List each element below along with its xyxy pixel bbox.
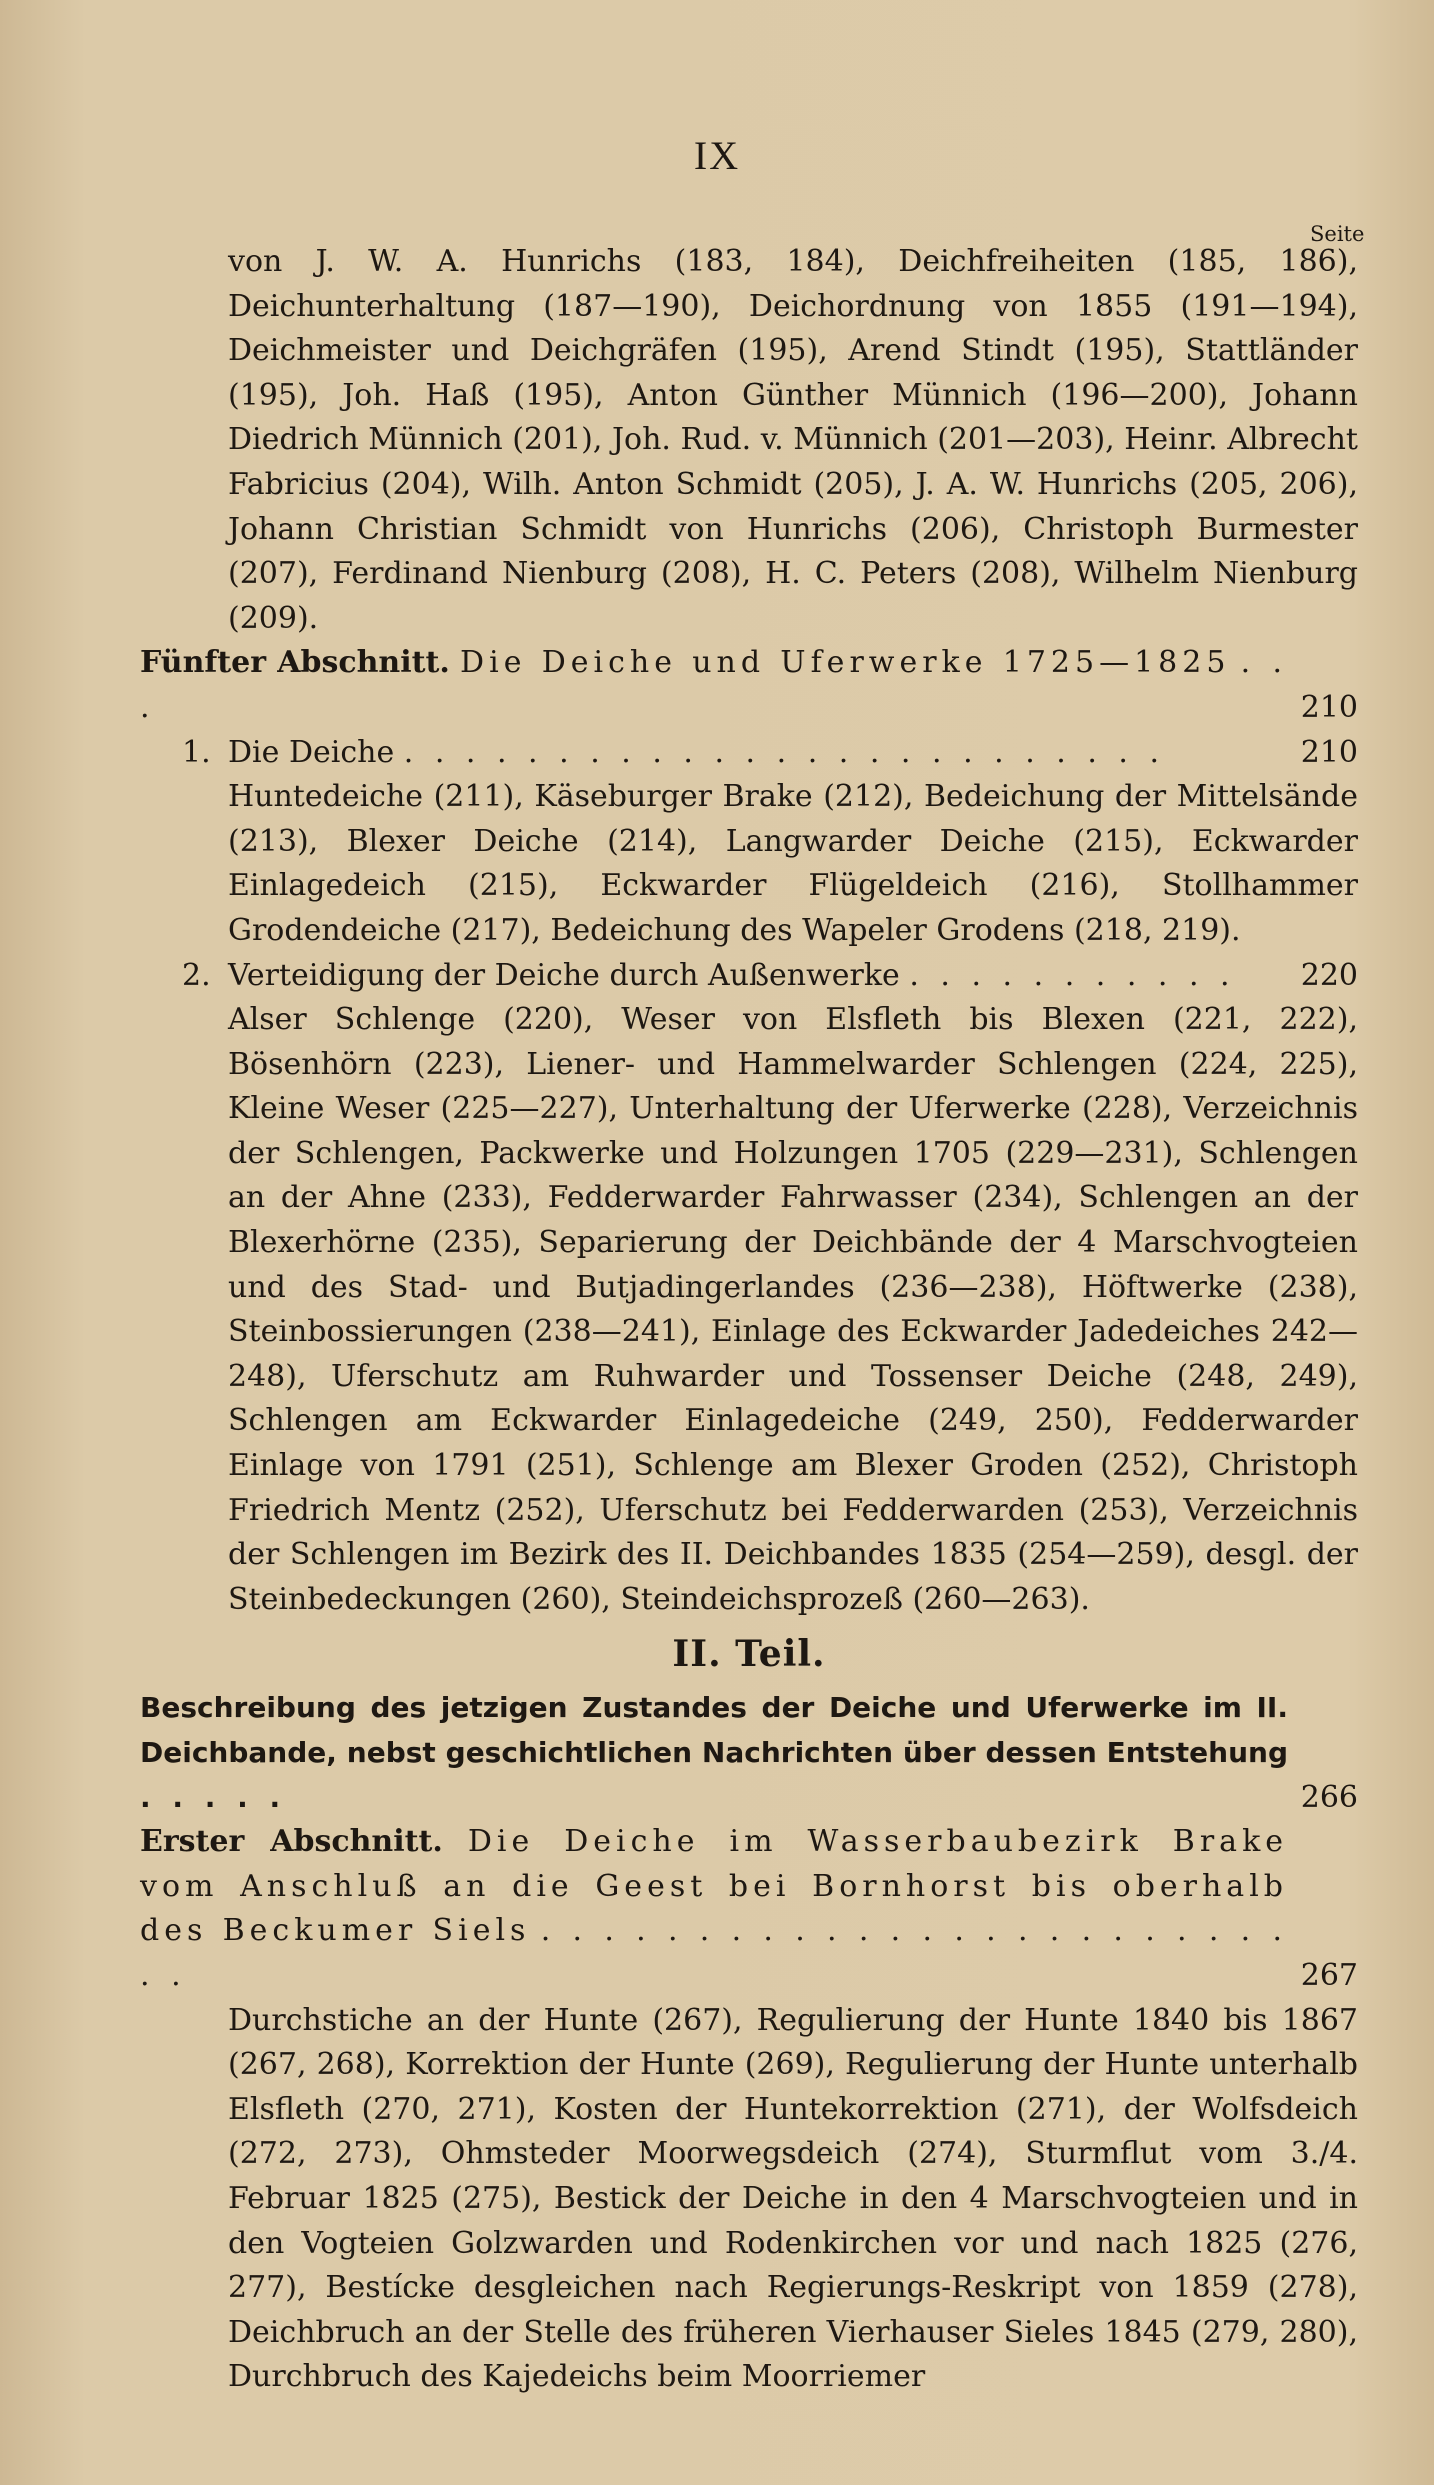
- toc-entry-2: [140, 954, 1358, 999]
- toc-entry-1: [140, 731, 1358, 776]
- entry-title: Die Deiche: [228, 734, 395, 770]
- section-erster-body: Durchstiche an der Hunte (267), Regulierung der Hunte 1840 bis 1867 (267, 268), Korrektion der Hunte (269), Regulierung der Hunte unterhalb Elsfleth (270, 271), Kosten der Huntekorrektion (271), der Wolfsdeich (272, 273), Ohmsteder Moorwegsdeich (274), Sturmflut vom 3./4. Februar 1825 (275), Bestick der Deiche in den 4 Marschvogteien und in den Vogteien Golzwarden und Rodenkirchen vor und nach 1825 (276, 277), Bestícke desgleichen nach Regierungs-Reskript von 1859 (278), Deichbruch an der Stelle des früheren Vierhauser Sieles 1845 (279, 280), Durchbruch des Kajedeichs beim Moorriemer: [228, 2002, 1358, 2395]
- page-ref: 210: [1300, 689, 1358, 725]
- section-erster-abschnitt: [140, 1820, 1358, 1998]
- entry-2-body: Alser Schlenge (220), Weser von Elsfleth bis Blexen (221, 222), Bösenhörn (223), Liener- und Hammelwarder Schlengen (224, 225), Kleine Weser (225—227), Unterhaltung der Uferwerke (228), Verzeichnis der Schlengen, Packwerke und Holzungen 1705 (229—231), Schlengen an der Ahne (233), Fedderwarder Fahrwasser (234), Schlengen an der Blexerhörne (235), Separierung der Deichbände der 4 Marschvogteien und des Stad- und Butjadingerlandes (236—238), Höftwerke (238), Steinbossierungen (238—241), Einlage des Eckwarder Jadedeiches 242—248), Uferschutz am Ruhwarder und Tossenser Deiche (248, 249), Schlengen am Eckwarder Einlagedeiche (249, 250), Fedderwarder Einlage von 1791 (251), Schlenge am Blexer Groden (252), Christoph Friedrich Mentz (252), Uferschutz bei Fedderwarden (253), Verzeichnis der Schlengen im Bezirk des II. Deichbandes 1835 (254—259), desgl. der Steinbedeckungen (260), Steindeichsprozeß (260—263).: [228, 1002, 1358, 1617]
- leader-dots: . . . . . . . . . . . . . . . . . . . . . . . . . .: [140, 1913, 1288, 1993]
- leader-dots: . . . . . . . . . . . . . . . . . . . . . . . . .: [403, 734, 1166, 770]
- table-of-contents: [140, 240, 1358, 2400]
- section-fuenfter-abschnitt: [140, 641, 1358, 730]
- part-entry: [140, 1686, 1358, 1820]
- part-heading: II. Teil.: [672, 1633, 826, 1676]
- page-ref: 210: [1300, 734, 1358, 770]
- entry-1-body: Huntedeiche (211), Käseburger Brake (212), Bedeichung der Mittelsände (213), Blexer Deiche (214), Langwarder Deiche (215), Eckwarder Einlagedeich (215), Eckwarder Flügeldeich (216), Stollhammer Grodendeiche (217), Bedeichung des Wapeler Grodens (218, 219).: [228, 779, 1358, 948]
- page-ref: 266: [1300, 1779, 1358, 1815]
- seite-column-label: Seite: [1310, 222, 1365, 246]
- leader-dots: . . .: [140, 645, 1288, 725]
- entry-number: 1.: [182, 734, 211, 770]
- entry-title: Verteidigung der Deiche durch Außenwerke: [228, 957, 900, 993]
- page-number: IX: [693, 133, 741, 178]
- section-title: Die Deiche im Wasserbaubezirk Brake vom Anschluß an die Geest bei Bornhorst bis oberhalb des Beckumer Siels: [140, 1824, 1289, 1949]
- leader-dots: . . . . .: [140, 1780, 287, 1814]
- section-heading: Fünfter Abschnitt.: [140, 645, 450, 681]
- part-entry-title: Beschreibung des jetzigen Zustandes der Deiche und Uferwerke im II. Deichbande, nebst geschichtlichen Nachrichten über dessen Entstehung: [140, 1691, 1288, 1769]
- page-ref: 220: [1300, 957, 1358, 993]
- leader-dots: . . . . . . . . . . .: [909, 957, 1236, 993]
- page-ref: 267: [1300, 1957, 1358, 1993]
- entry-number: 2.: [182, 957, 211, 993]
- section-title: Die Deiche und Uferwerke 1725—1825: [460, 645, 1231, 681]
- intro-paragraph: von J. W. A. Hunrichs (183, 184), Deichfreiheiten (185, 186), Deichunterhaltung (187—190), Deichordnung von 1855 (191—194), Deichmeister und Deichgräfen (195), Arend Stindt (195), Stattländer (195), Joh. Haß (195), Anton Günther Münnich (196—200), Johann Diedrich Münnich (201), Joh. Rud. v. Münnich (201—203), Heinr. Albrecht Fabricius (204), Wilh. Anton Schmidt (205), J. A. W. Hunrichs (205, 206), Johann Christian Schmidt von Hunrichs (206), Christoph Burmester (207), Ferdinand Nienburg (208), H. C. Peters (208), Wilhelm Nienburg (209).: [228, 244, 1358, 636]
- section-heading: Erster Abschnitt.: [140, 1824, 443, 1860]
